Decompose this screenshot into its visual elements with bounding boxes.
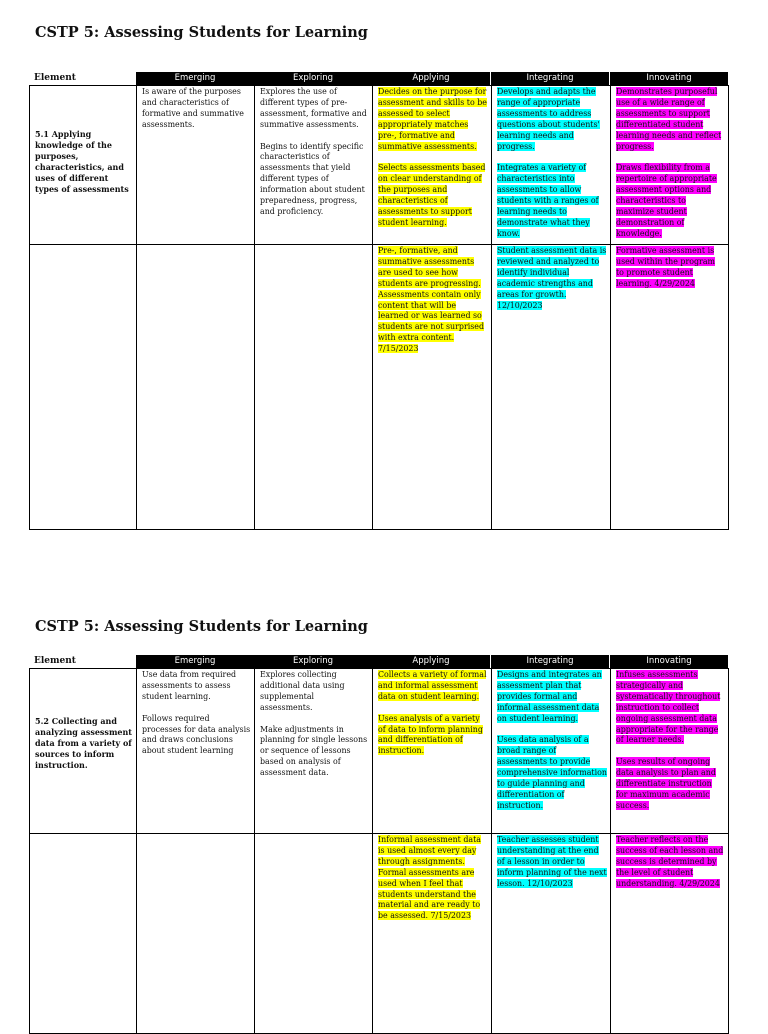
- descriptor-cell-applying: [372, 669, 491, 834]
- element-label: 5.1 Applying knowledge of the purposes, characteristics, and uses of different types of assessments: [35, 129, 129, 194]
- highlighted-descriptor: Demonstrates purposeful use of a wide range of assessments to support differentiated student learning needs and reflect progress.: [616, 87, 722, 151]
- level-header-exploring: Exploring: [254, 72, 372, 85]
- highlighted-descriptor: Infuses assessments strategically and systematically throughout instruction to collect ongoing assessment data appropriate for the range of learner needs.: [616, 670, 721, 745]
- evidence-cell-exploring: [254, 245, 372, 530]
- descriptor-cell-exploring: [254, 86, 372, 245]
- highlighted-descriptor: Develops and adapts the range of appropriate assessments to address questions about students' learning needs and progress.: [497, 87, 600, 151]
- evidence-text: Informal assessment data is used almost every day through assignments. Formal assessments are used when I feel that students understand the material and are ready to be assessed. 7/15/2023: [378, 835, 481, 921]
- descriptor-text: Make adjustments in planning for single lessons or sequence of lessons based on analysis of assessment data.: [260, 724, 368, 778]
- descriptor-cell-exploring: [254, 669, 372, 834]
- descriptor-cell-emerging: [136, 86, 254, 245]
- evidence-text: Teacher assesses student understanding at the end of a lesson in order to inform planning of the next lesson. 12/10/2023: [497, 835, 607, 888]
- evidence-cell-exploring: [254, 834, 372, 1034]
- level-header-integrating: Integrating: [491, 72, 609, 85]
- page-title: CSTP 5: Assessing Students for Learning: [35, 618, 368, 635]
- element-label: 5.2 Collecting and analyzing assessment data from a variety of sources to inform instruction.: [35, 716, 133, 770]
- evidence-text: Teacher reflects on the success of each lesson and success is determined by the level of student understanding. 4/29/2024: [616, 835, 724, 888]
- descriptor-cell-integrating: [491, 86, 610, 245]
- descriptor-cell-integrating: [491, 669, 610, 834]
- descriptor-cell-applying: [372, 86, 491, 245]
- descriptor-cell-innovating: [610, 86, 729, 245]
- evidence-cell-integrating: [491, 834, 610, 1034]
- highlighted-descriptor: Collects a variety of formal and informal assessment data on student learning.: [378, 670, 487, 701]
- evidence-cell-integrating: [491, 245, 610, 530]
- descriptor-text: Explores collecting additional data using supplemental assessments.: [260, 670, 345, 712]
- descriptor-text: Follows required processes for data analysis and draws conclusions about student learning: [142, 713, 251, 756]
- page-title: CSTP 5: Assessing Students for Learning: [35, 24, 368, 41]
- descriptor-cell-emerging: [136, 669, 254, 834]
- header-row: [29, 655, 729, 668]
- evidence-text: Pre-, formative, and summative assessments are used to see how students are progressing. Assessments contain only content that will be learned or was learned so students are not surprised with extra content. 7/15/2023: [378, 246, 485, 354]
- evidence-text: Student assessment data is reviewed and analyzed to identify individual academic strengths and areas for growth. 12/10/2023: [497, 246, 607, 310]
- rubric-grid: [29, 85, 729, 354]
- descriptor-text: Begins to identify specific characteristics of assessments that yield different types of information about student preparedness, progress, and proficiency.: [260, 141, 365, 216]
- evidence-cell-applying: [372, 834, 491, 1034]
- level-header-applying: Applying: [372, 72, 490, 85]
- level-header-emerging: Emerging: [136, 72, 254, 85]
- highlighted-descriptor: Decides on the purpose for assessment and skills to be assessed to select appropriately matches pre-, formative and summative assessments.: [378, 87, 487, 151]
- descriptor-text: Use data from required assessments to assess student learning.: [142, 670, 237, 701]
- level-header-exploring: Exploring: [254, 655, 372, 668]
- highlighted-descriptor: Uses data analysis of a broad range of assessments to provide comprehensive information to guide planning and differentiation of instruction.: [497, 735, 607, 810]
- highlighted-descriptor: Draws flexibility from a repertoire of appropriate assessment options and characteristics to maximize student demonstration of knowledge.: [616, 163, 717, 238]
- level-header-emerging: Emerging: [136, 655, 254, 668]
- highlighted-descriptor: Uses analysis of a variety of data to inform planning and differentiation of instruction.: [378, 713, 483, 756]
- highlighted-descriptor: Uses results of ongoing data analysis to plan and differentiate instruction for maximum academic success.: [616, 757, 716, 810]
- element-header: Element: [34, 656, 76, 666]
- level-header-applying: Applying: [372, 655, 490, 668]
- highlighted-descriptor: Selects assessments based on clear understanding of the purposes and characteristics of assessments to support student learning.: [378, 163, 486, 227]
- highlighted-descriptor: Integrates a variety of characteristics into assessments to allow students with a ranges of learning needs to demonstrate what they know.: [497, 163, 599, 238]
- level-header-innovating: Innovating: [610, 72, 728, 85]
- evidence-cell-innovating: [610, 245, 729, 530]
- level-header-innovating: Innovating: [610, 655, 728, 668]
- descriptor-text: Is aware of the purposes and characteristics of formative and summative assessments.: [142, 87, 244, 129]
- evidence-cell-applying: [372, 245, 491, 530]
- header-row: [29, 72, 729, 85]
- descriptor-text: Explores the use of different types of pre-assessment, formative and summative assessments.: [260, 87, 367, 129]
- evidence-cell-innovating: [610, 834, 729, 1034]
- element-cell: [29, 669, 136, 834]
- level-header-integrating: Integrating: [491, 655, 609, 668]
- evidence-cell-emerging: [136, 245, 254, 530]
- evidence-text: Formative assessment is used within the program to promote student learning. 4/29/2024: [616, 246, 716, 288]
- element-cell: [29, 86, 136, 245]
- rubric-grid: [29, 668, 729, 921]
- highlighted-descriptor: Designs and integrates an assessment plan that provides formal and informal assessment data on student learning.: [497, 670, 602, 723]
- descriptor-cell-innovating: [610, 669, 729, 834]
- evidence-cell-emerging: [136, 834, 254, 1034]
- element-header: Element: [34, 73, 76, 83]
- evidence-cell-element: [29, 245, 136, 530]
- evidence-cell-element: [29, 834, 136, 1034]
